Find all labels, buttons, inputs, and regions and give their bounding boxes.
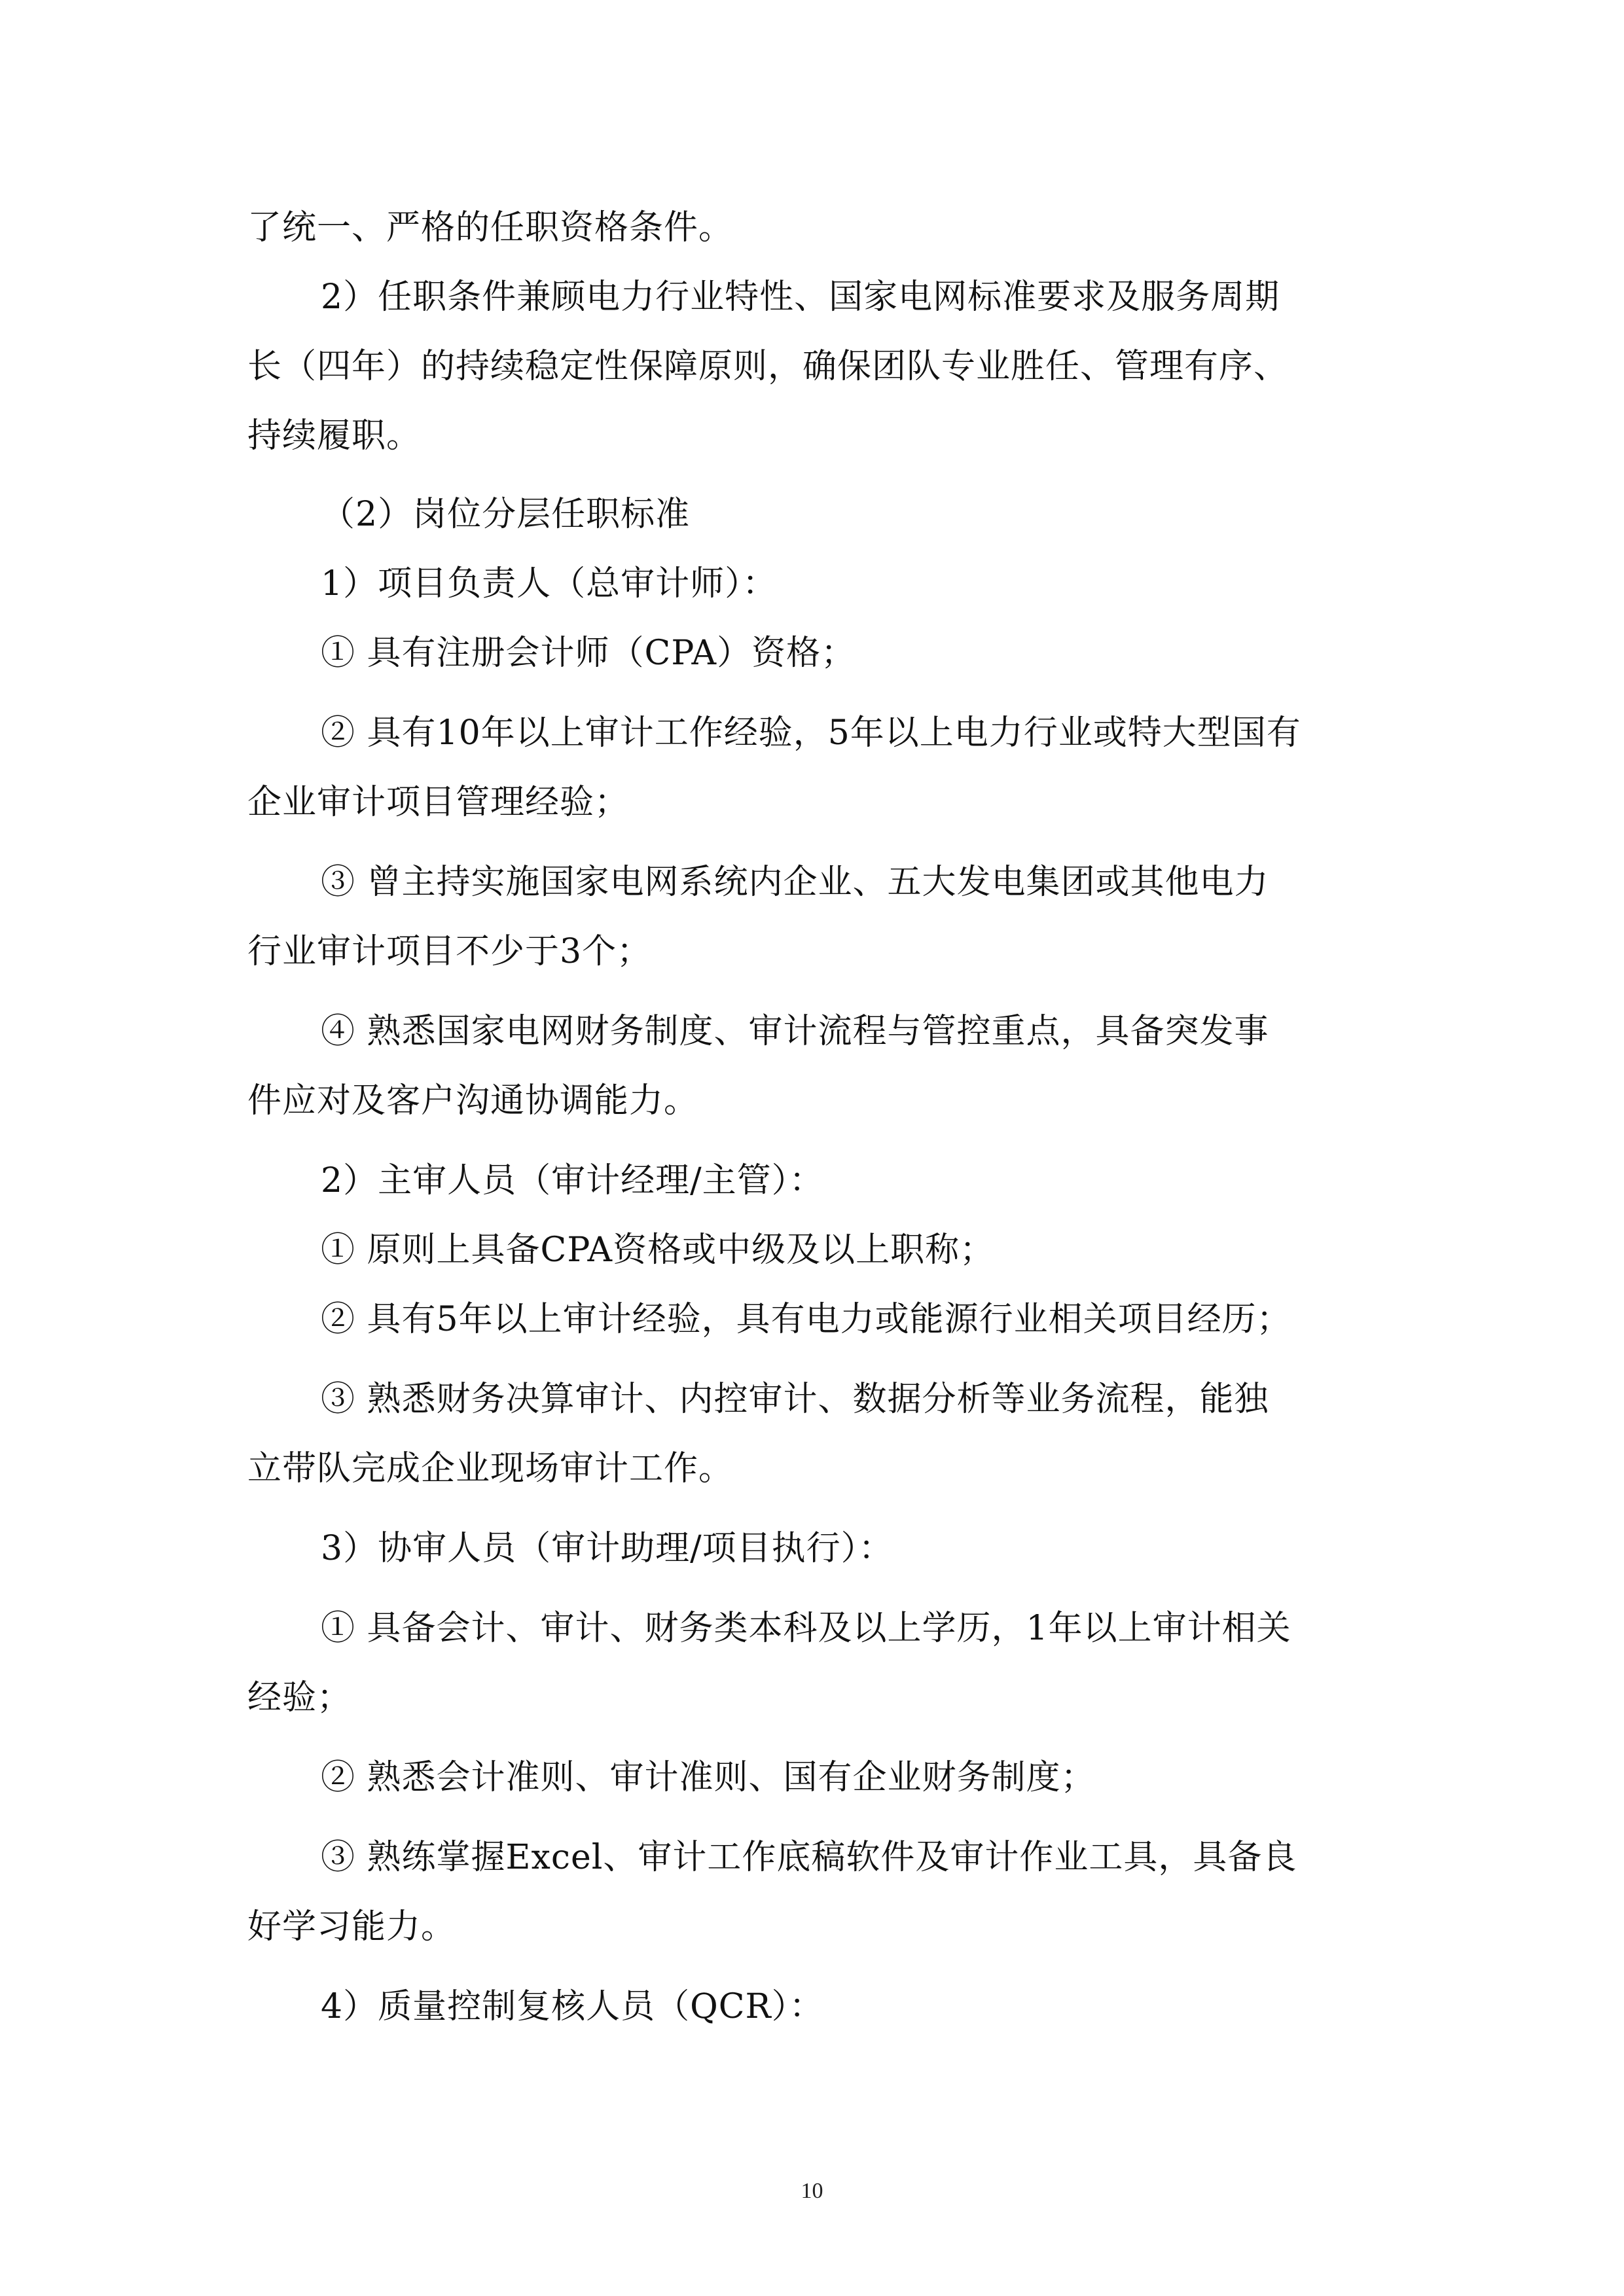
- list-item: ④ 熟悉国家电网财务制度、审计流程与管控重点，具备突发事: [321, 1012, 1269, 1051]
- subsection-heading: 2）主审人员（审计经理/主管）：: [321, 1161, 824, 1200]
- text-line: 长（四年）的持续稳定性保障原则，确保团队专业胜任、管理有序、: [247, 347, 1289, 386]
- text-line: 持续履职。: [247, 416, 422, 456]
- list-item: ③ 曾主持实施国家电网系统内企业、五大发电集团或其他电力: [321, 863, 1269, 902]
- text-line: 2）任职条件兼顾电力行业特性、国家电网标准要求及服务周期: [321, 278, 1280, 317]
- text-line: 经验；: [247, 1678, 352, 1717]
- page-number: 10: [801, 2179, 823, 2203]
- list-item: ② 具有5年以上审计经验，具有电力或能源行业相关项目经历；: [321, 1300, 1291, 1339]
- text-line: 了统一、严格的任职资格条件。: [247, 208, 734, 247]
- list-item: ③ 熟练掌握Excel、审计工作底稿软件及审计作业工具，具备良: [321, 1838, 1297, 1877]
- list-item: ② 具有10年以上审计工作经验，5年以上电力行业或特大型国有: [321, 713, 1301, 753]
- subsection-heading: 4）质量控制复核人员（QCR）：: [321, 1987, 824, 2026]
- subsection-heading: 3）协审人员（审计助理/项目执行）：: [321, 1529, 893, 1568]
- section-heading: （2）岗位分层任职标准: [321, 495, 691, 534]
- subsection-heading: 1）项目负责人（总审计师）：: [321, 564, 778, 603]
- text-line: 好学习能力。: [247, 1907, 456, 1946]
- list-item: ① 具有注册会计师（CPA）资格；: [321, 634, 856, 673]
- text-line: 企业审计项目管理经验；: [247, 783, 630, 822]
- list-item: ① 原则上具备CPA资格或中级及以上职称；: [321, 1230, 995, 1270]
- list-item: ① 具备会计、审计、财务类本科及以上学历，1年以上审计相关: [321, 1609, 1291, 1648]
- text-line: 立带队完成企业现场审计工作。: [247, 1449, 734, 1488]
- list-item: ③ 熟悉财务决算审计、内控审计、数据分析等业务流程，能独: [321, 1380, 1269, 1419]
- text-line: 行业审计项目不少于3个；: [247, 932, 652, 971]
- text-line: 件应对及客户沟通协调能力。: [247, 1081, 699, 1121]
- list-item: ② 熟悉会计准则、审计准则、国有企业财务制度；: [321, 1758, 1096, 1797]
